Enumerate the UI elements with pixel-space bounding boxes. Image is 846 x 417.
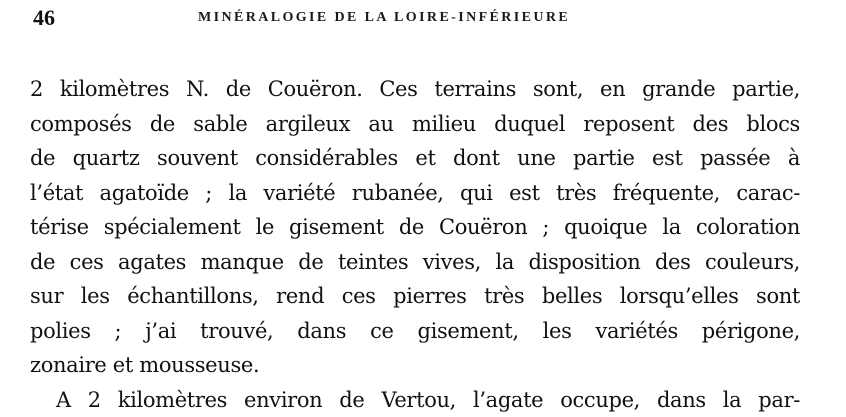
body-text (30, 72, 800, 417)
paragraph-last-line: zonaire et mousseuse. (30, 353, 260, 377)
page-number: 46 (33, 5, 55, 30)
text-line: sur les échantillons, rend ces pierres très belles lorsqu’elles sont (30, 284, 800, 308)
text-line: polies ; j’ai trouvé, dans ce gisement, les variétés périgone, (30, 318, 800, 343)
text-line: 2 kilomètres N. de Couëron. Ces terrains sont, en grande partie, (30, 77, 800, 101)
text-line: composés de sable argileux au milieu duquel reposent des blocs (30, 111, 800, 136)
text-line: de quartz souvent considérables et dont une partie est passée à (30, 146, 800, 170)
running-title: MINÉRALOGIE DE LA LOIRE-INFÉRIEURE (198, 10, 571, 25)
page-header (0, 0, 846, 40)
text-line: de ces agates manque de teintes vives, la disposition des couleurs, (30, 249, 800, 274)
paragraph-first-line: A 2 kilomètres environ de Vertou, l’agate occupe, dans la par- (56, 387, 800, 412)
text-line: l’état agatoïde ; la variété rubanée, qui est très fréquente, carac- (30, 180, 800, 205)
text-line: térise spécialement le gisement de Couëron ; quoique la coloration (30, 215, 800, 239)
